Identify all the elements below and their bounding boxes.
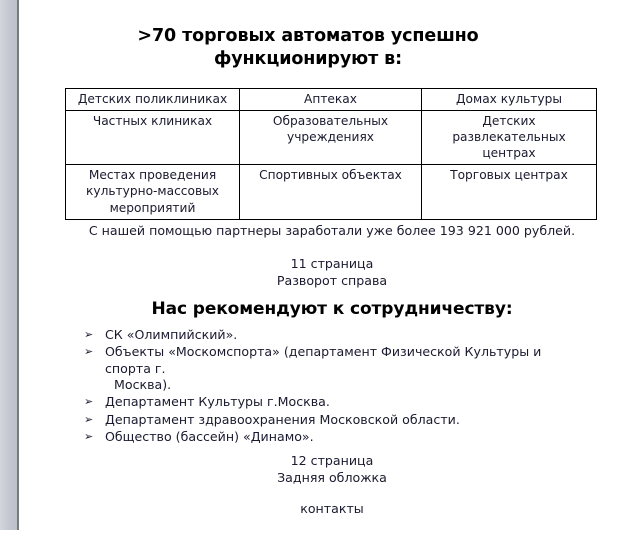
page-title: >70 торговых автоматов успешно функционируют в: [137, 26, 479, 70]
list-item [84, 327, 584, 343]
page-12-number: 12 страница [290, 453, 374, 468]
arrowhead-bullet-icon: ➢ [84, 345, 94, 359]
arrowhead-bullet-icon: ➢ [84, 328, 94, 341]
table-cell: Детских развлекательных центрах [422, 111, 597, 165]
list-item [84, 412, 584, 428]
table-cell: Торговых центрах [422, 165, 597, 219]
list-item-label: Департамент Культуры г.Москва. [105, 394, 330, 410]
list-item [84, 429, 584, 445]
list-item-label: Департамент здравоохранения Московской области. [105, 411, 460, 427]
page-11-note [62, 255, 602, 290]
page-12-layout: Задняя обложка [277, 470, 387, 486]
vending-locations-table [65, 88, 597, 220]
arrowhead-bullet-icon: ➢ [84, 395, 94, 409]
page-11-number: 11 страница [290, 256, 374, 271]
list-item-label: СК «Олимпийский». [105, 327, 238, 342]
contacts-label: контакты [300, 501, 364, 516]
table-cell: Домах культуры [422, 89, 597, 111]
list-item-label: Общество (бассейн) «Динамо». [105, 429, 314, 445]
table-row [66, 111, 597, 165]
table-row [66, 89, 597, 111]
list-item [84, 344, 584, 393]
left-margin-strip [0, 0, 19, 530]
table-cell: Аптеках [240, 89, 422, 111]
table-cell: Местах проведения культурно-массовых мероприятий [66, 165, 240, 219]
arrowhead-bullet-icon: ➢ [84, 412, 94, 426]
table-cell: Детских поликлиниках [66, 89, 240, 111]
table-cell: Спортивных объектах [240, 165, 422, 219]
list-item [84, 394, 584, 410]
recommendations-heading: Нас рекомендуют к сотрудничеству: [151, 299, 513, 319]
slide-canvas [22, 0, 644, 535]
arrowhead-bullet-icon: ➢ [84, 430, 94, 444]
page-11-layout: Разворот справа [276, 273, 388, 289]
earnings-statement: С нашей помощью партнеры заработали уже более 193 921 000 рублей. [88, 223, 576, 238]
table-row [66, 165, 597, 219]
list-item-label: Объекты «Москомспорта» (департамент Физической Культуры и спорта г. [105, 344, 542, 376]
table-cell: Образовательных учреждениях [240, 111, 422, 165]
table-cell: Частных клиниках [66, 111, 240, 165]
list-item-label-continued: Москва). [114, 377, 172, 393]
page-12-note [62, 452, 602, 487]
recommending-partners-list [84, 327, 584, 447]
